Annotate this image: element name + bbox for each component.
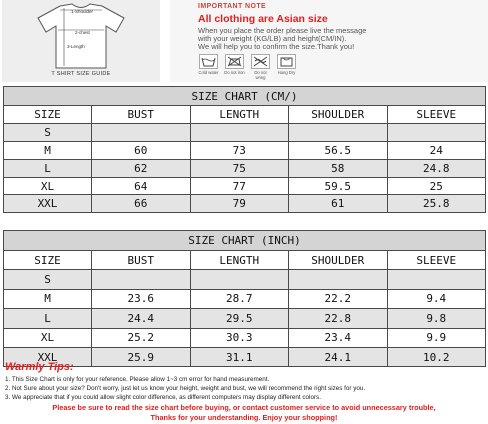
table-cell: XXL — [4, 195, 92, 213]
table-cell: 24.4 — [92, 309, 191, 328]
table-cell: 9.4 — [387, 289, 486, 308]
table-cell: 66 — [92, 195, 191, 213]
column-header: SIZE — [4, 251, 92, 270]
table-cell: 77 — [190, 177, 289, 195]
table-cell: 22.8 — [289, 309, 388, 328]
warning-line: Please be sure to read the size chart before buying, or contact customer service to avoid unnecessary trouble, — [52, 403, 436, 412]
column-header: SIZE — [4, 106, 92, 124]
tshirt-size-guide-panel — [2, 0, 160, 82]
column-header: SHOULDER — [289, 106, 388, 124]
care-label: Do not wring — [254, 70, 267, 80]
shoulder-label: 1-Shoulder — [71, 9, 94, 14]
table-row — [4, 123, 486, 141]
table-cell — [190, 123, 289, 141]
note-title: IMPORTANT NOTE — [198, 3, 267, 10]
table-cell — [387, 123, 486, 141]
table-cell: 24.8 — [387, 159, 486, 177]
chest-label: 2-chest — [75, 30, 90, 35]
table-cell — [92, 270, 191, 289]
column-header: SHOULDER — [289, 251, 388, 270]
tshirt-diagram-icon — [20, 2, 142, 70]
table-cell: S — [4, 123, 92, 141]
table-title: SIZE CHART (INCH) — [4, 231, 486, 251]
table-row — [4, 141, 486, 159]
table-cell: 25 — [387, 177, 486, 195]
table-row — [4, 347, 486, 366]
table-cell: 60 — [92, 141, 191, 159]
table-cell: 31.1 — [190, 347, 289, 366]
note-subtitle: All clothing are Asian size — [198, 13, 328, 25]
tip-line: 3. We appreciate that if you could allow slight color difference, as different computers may display different colors. — [5, 394, 321, 401]
table-header-row — [4, 106, 486, 124]
table-cell: 25.9 — [92, 347, 191, 366]
table-cell: 23.4 — [289, 328, 388, 347]
table-row — [4, 289, 486, 308]
table-cell: 56.5 — [289, 141, 388, 159]
table-cell: 73 — [190, 141, 289, 159]
table-cell: 25.2 — [92, 328, 191, 347]
table-cell — [289, 270, 388, 289]
column-header: BUST — [92, 251, 191, 270]
table-cell: XL — [4, 177, 92, 195]
table-cell — [190, 270, 289, 289]
table-cell: 79 — [190, 195, 289, 213]
table-header-row — [4, 251, 486, 270]
table-cell: 59.5 — [289, 177, 388, 195]
table-row — [4, 270, 486, 289]
table-cell: 9.8 — [387, 309, 486, 328]
warning-line: Thanks for your understanding. Enjoy your shopping! — [150, 413, 338, 422]
table-cell: M — [4, 289, 92, 308]
column-header: BUST — [92, 106, 191, 124]
column-header: SLEEVE — [387, 106, 486, 124]
table-cell: 62 — [92, 159, 191, 177]
size-chart-inch-table — [3, 230, 486, 367]
tip-line: 1. This Size Chart is only for your reference. Please allow 1~3 cm error for hand measurement. — [5, 376, 270, 383]
tip-line: 2. Not Sure about your size? Don't worry, just let us know your height, weight and bust, we will recommend the right sizes for you. — [5, 385, 366, 392]
table-row — [4, 159, 486, 177]
table-cell: 28.7 — [190, 289, 289, 308]
table-cell: 10.2 — [387, 347, 486, 366]
size-chart-cm-table — [3, 86, 486, 213]
table-cell: XL — [4, 328, 92, 347]
note-line: When you place the order please live the message — [198, 26, 367, 35]
wash-cold-water-icon — [199, 54, 218, 69]
table-row — [4, 195, 486, 213]
table-cell: 24 — [387, 141, 486, 159]
table-title: SIZE CHART (CM/) — [4, 87, 486, 106]
table-cell: L — [4, 159, 92, 177]
care-item — [224, 54, 245, 80]
table-cell: M — [4, 141, 92, 159]
table-cell: 30.3 — [190, 328, 289, 347]
care-item — [276, 54, 297, 80]
table-cell: 75 — [190, 159, 289, 177]
care-label: Hang Dry — [277, 70, 296, 75]
table-row — [4, 328, 486, 347]
table-cell: 22.2 — [289, 289, 388, 308]
table-cell: 29.5 — [190, 309, 289, 328]
care-label: Cold water — [198, 70, 219, 75]
care-label: Do not iron — [224, 70, 245, 75]
table-cell — [92, 123, 191, 141]
column-header: LENGTH — [190, 106, 289, 124]
table-cell — [289, 123, 388, 141]
care-item — [198, 54, 219, 80]
table-cell: L — [4, 309, 92, 328]
no-wring-icon — [251, 54, 270, 69]
note-line: We will help you to confirm the size.Thank you! — [198, 42, 355, 51]
table-cell: 9.9 — [387, 328, 486, 347]
hang-dry-icon — [277, 54, 296, 69]
table-cell: 61 — [289, 195, 388, 213]
care-icons-row — [198, 54, 297, 80]
table-cell: 58 — [289, 159, 388, 177]
no-iron-icon — [225, 54, 244, 69]
table-cell: 24.1 — [289, 347, 388, 366]
table-row — [4, 309, 486, 328]
table-cell: S — [4, 270, 92, 289]
table-cell: 64 — [92, 177, 191, 195]
table-cell: XXL — [4, 347, 92, 366]
table-row — [4, 177, 486, 195]
tips-title: Warmly Tips: — [5, 361, 74, 373]
column-header: SLEEVE — [387, 251, 486, 270]
table-cell: 25.8 — [387, 195, 486, 213]
table-cell: 23.6 — [92, 289, 191, 308]
important-note-panel — [170, 0, 488, 82]
table-cell — [387, 270, 486, 289]
header — [0, 0, 488, 84]
column-header: LENGTH — [190, 251, 289, 270]
tshirt-caption: T SHIRT SIZE GUIDE — [51, 71, 111, 77]
note-line: with your weight (KG/LB) and height(CM/IN). — [198, 34, 347, 43]
care-item — [250, 54, 271, 80]
length-label: 3-Length — [67, 44, 85, 49]
